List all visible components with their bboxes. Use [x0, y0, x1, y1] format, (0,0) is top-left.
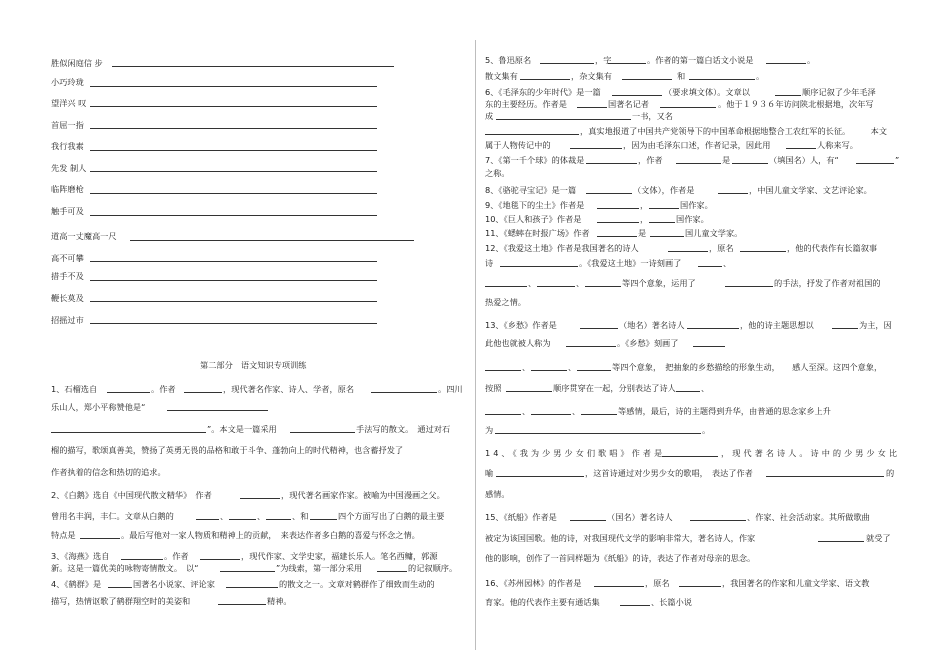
vocab-term: 先发 制人 — [51, 163, 87, 173]
q13-blank[interactable] — [580, 328, 618, 329]
q12-blank[interactable] — [725, 286, 773, 287]
q3-blank[interactable] — [200, 559, 240, 560]
q12-text: 的手法，抒发了作者对祖国的 — [774, 278, 881, 288]
q2-blank[interactable] — [229, 519, 256, 520]
q6-text: 成 — [485, 111, 494, 121]
q11-text: 11、《蟋蟀在时报广场》作者 — [485, 228, 590, 238]
q13-blank[interactable] — [531, 414, 571, 415]
q13-text: 、 — [572, 406, 581, 416]
vocab-term: 首屈一指 — [51, 120, 84, 130]
q12-text: 、 — [576, 278, 585, 288]
q3-blank[interactable] — [220, 571, 275, 572]
q6-text: 人称来写。 — [817, 140, 858, 150]
q13-text: 13、《乡愁》作者是 — [485, 320, 557, 330]
answer-blank[interactable] — [90, 261, 377, 262]
q13-text: 按照 — [485, 383, 502, 393]
q6-text: 顺序记叙了少年毛泽 — [802, 87, 876, 97]
q14-text: 14、《我为少男少女们歌唱》作者是 — [485, 448, 666, 458]
q1-blank[interactable] — [371, 392, 437, 393]
q4-text: 4、《鹤群》是 — [51, 579, 102, 589]
vocab-term: 临阵磨枪 — [51, 184, 84, 194]
q3-text: 3、《海燕》选自 — [51, 551, 110, 561]
q2-text: 2、《白鹅》选自《中国现代散文精华》 作者 — [51, 490, 212, 500]
q7-text: ，作者 — [638, 155, 663, 165]
q1-blank[interactable] — [167, 410, 268, 411]
q6-text: 属于人物传记中的 — [485, 140, 551, 150]
q1-blank[interactable] — [51, 432, 206, 433]
q7-blank[interactable] — [586, 163, 637, 164]
answer-blank[interactable] — [90, 193, 377, 194]
answer-blank[interactable] — [90, 301, 377, 302]
q6-blank[interactable] — [786, 148, 816, 149]
q16-text: ，我国著名的作家和儿童文学家、语文教 — [722, 578, 870, 588]
q12-text: 热爱之情。 — [485, 297, 526, 307]
q6-blank[interactable] — [660, 107, 716, 108]
q15-blank[interactable] — [570, 520, 606, 521]
q5-blank[interactable] — [520, 79, 570, 80]
q13-blank[interactable] — [687, 328, 739, 329]
q4-blank[interactable] — [218, 604, 266, 605]
q12-text: 、 — [723, 258, 732, 268]
q2-blank[interactable] — [196, 519, 219, 520]
vocab-term: 望洋兴 叹 — [51, 98, 87, 108]
q6-text: 国著名记者 — [608, 99, 649, 109]
q14-blank[interactable] — [496, 476, 584, 477]
q13-blank[interactable] — [485, 370, 521, 371]
q13-blank[interactable] — [566, 346, 616, 347]
q2-text: 曾用名丰润，丰仁。文章从白鹅的 — [51, 511, 174, 521]
q4-blank[interactable] — [226, 587, 278, 588]
q4-text: 国著名小说家、评论家 — [133, 579, 215, 589]
q13-blank[interactable] — [495, 433, 701, 434]
q1-text: ”。本文是一篇采用 — [207, 424, 277, 434]
q8-text: 8、《骆驼寻宝记》是一篇 — [485, 185, 577, 195]
q16-text: 育家。他的代表作主要有通话集 — [485, 597, 600, 607]
q12-text: ，他的代表作有长篇叙事 — [787, 243, 878, 253]
q16-blank[interactable] — [594, 586, 644, 587]
q5-text: 散文集有 — [485, 71, 518, 81]
q10-blank[interactable] — [649, 222, 675, 223]
q10-text: 国作家。 — [676, 214, 709, 224]
q13-text: 、 — [522, 406, 531, 416]
answer-blank[interactable] — [90, 106, 377, 107]
q6-text: 。他于１９３６年访问陕北根据地，次年写 — [718, 99, 874, 109]
q14-blank[interactable] — [662, 456, 718, 457]
q12-text: 诗 — [485, 258, 494, 268]
q13-text: 此他也就被人称为 — [485, 338, 551, 348]
q1-blank[interactable] — [107, 392, 150, 393]
vocab-term: 高不可攀 — [51, 253, 84, 263]
q4-text: 描写，热情讴歌了鹤群翔空时的美姿和 — [51, 596, 191, 606]
q12-text: 。《我爱这土地》一诗刻画了 — [579, 258, 682, 268]
q9-text: ， — [640, 200, 649, 210]
q7-text: ” — [895, 155, 900, 165]
q7-text: （填国名）人，有“ — [769, 155, 839, 165]
q10-blank[interactable] — [597, 222, 639, 223]
q13-text: ，他的诗主题思想以 — [740, 320, 814, 330]
q1-text: 手法写的散文。 通过对石 — [356, 424, 451, 434]
q6-text: 东的主要经历。作者是 — [485, 99, 567, 109]
q13-text: 、 — [522, 362, 531, 372]
q3-blank[interactable] — [121, 559, 163, 560]
q5-text: ，字 — [595, 55, 612, 65]
q15-blank[interactable] — [818, 541, 864, 542]
q1-text: 作者执着的信念和热切的追求。 — [51, 467, 166, 477]
q6-text: （要求填文体）。文章以 — [664, 87, 750, 97]
q1-blank[interactable] — [290, 432, 355, 433]
q1-text: 乐山人，郑小平称赞他是“ — [51, 402, 146, 412]
q6-blank[interactable] — [496, 119, 631, 120]
vocab-term: 我行我素 — [51, 141, 84, 151]
q5-blank[interactable] — [540, 63, 594, 64]
answer-blank[interactable] — [90, 215, 377, 216]
q11-text: 国儿童文学家。 — [685, 228, 743, 238]
q15-text: 就受了 — [866, 533, 891, 543]
q8-text: （文体），作者是 — [633, 185, 695, 195]
q5-text: 。 — [756, 71, 765, 81]
q2-blank[interactable] — [310, 519, 337, 520]
q16-blank[interactable] — [620, 605, 650, 606]
column-divider — [475, 40, 476, 650]
q12-blank[interactable] — [500, 266, 578, 267]
q13-blank[interactable] — [581, 414, 617, 415]
q13-blank[interactable] — [676, 391, 700, 392]
q7-text: 是 — [722, 155, 731, 165]
q3-text: ”为线索，第一部分采用 — [276, 563, 363, 573]
q14-text: 喻 — [485, 468, 494, 478]
answer-blank[interactable] — [90, 323, 377, 324]
q13-blank[interactable] — [485, 414, 521, 415]
q13-text: 。 — [702, 425, 711, 435]
q3-text: 新。这是一篇优美的咏物寄情散文。 以“ — [51, 563, 199, 573]
q11-text: 是 — [638, 228, 647, 238]
q10-text: ， — [640, 214, 649, 224]
q14-blank[interactable] — [766, 476, 884, 477]
q3-text: 的记叙顺序。 — [408, 563, 458, 573]
vocab-term: 鞭长莫及 — [51, 293, 84, 303]
q13-blank[interactable] — [832, 328, 858, 329]
q14-text: 感情。 — [485, 489, 510, 499]
q8-blank[interactable] — [718, 193, 748, 194]
q6-text: 6、《毛泽东的少年时代》是一篇 — [485, 87, 601, 97]
q3-text: ，现代作家、文学史家，福建长乐人。笔名西鳙，郭源 — [241, 551, 438, 561]
q7-blank[interactable] — [676, 163, 721, 164]
q10-text: 10、《巨人和孩子》作者是 — [485, 214, 582, 224]
q2-text: ，现代著名画家作家。被喻为中国漫画之父。 — [281, 490, 445, 500]
q7-blank[interactable] — [732, 163, 768, 164]
q11-blank[interactable] — [650, 236, 684, 237]
q1-text: 榴的描写，歌颂真善美，赞扬了英勇无畏的品格和敢于斗争、蓬勃向上的时代精神，也含蓄抒发了 — [51, 445, 404, 455]
q8-blank[interactable] — [586, 193, 632, 194]
q5-text: 和 — [677, 71, 686, 81]
q9-text: 9、《地毯下的尘土》作者是 — [485, 200, 585, 210]
q13-text: 、 — [701, 383, 710, 393]
q12-blank[interactable] — [585, 286, 621, 287]
q13-blank[interactable] — [506, 391, 552, 392]
q6-blank[interactable] — [612, 95, 662, 96]
q2-blank[interactable] — [80, 538, 120, 539]
q5-blank[interactable] — [766, 63, 806, 64]
q16-text: 、长篇小说 — [651, 597, 692, 607]
q6-blank[interactable] — [485, 134, 579, 135]
answer-blank[interactable] — [112, 66, 394, 67]
q3-text: 。作者 — [164, 551, 189, 561]
q2-text: 、 — [220, 511, 229, 521]
q14-text: ，现代著名诗人。诗中的少男少女比 — [721, 448, 901, 458]
q5-text: 5、鲁迅原名 — [485, 55, 532, 65]
answer-blank[interactable] — [130, 240, 414, 241]
q13-text: 等感情，最后，诗的主题得到升华，由普通的思念家乡上升 — [618, 406, 831, 416]
q12-blank[interactable] — [485, 286, 527, 287]
q13-blank[interactable] — [577, 370, 611, 371]
q2-text: 、和 — [292, 511, 309, 521]
q7-text: 7、《第一千个球》的体裁是 — [485, 155, 585, 165]
answer-blank[interactable] — [90, 86, 377, 87]
q13-text: 等四个意象， 把抽象的乡愁描绘的形象生动， 感人至深。这四个意象， — [612, 362, 883, 372]
q6-blank[interactable] — [570, 148, 622, 149]
q5-blank[interactable] — [622, 79, 672, 80]
q16-blank[interactable] — [679, 586, 721, 587]
vocab-term: 触手可及 — [51, 206, 84, 216]
q15-text: 、作家、社会活动家。其所做歌曲 — [747, 512, 870, 522]
q16-text: ，原名 — [645, 578, 670, 588]
q12-blank[interactable] — [740, 251, 786, 252]
q9-blank[interactable] — [649, 208, 679, 209]
q6-text: ，因为由毛泽东口述，作者记录，因此用 — [623, 140, 771, 150]
q9-text: 国作家。 — [680, 200, 713, 210]
q1-text: 1、石榴选自 — [51, 384, 98, 394]
q13-text: （地名）著名诗人 — [619, 320, 685, 330]
q7-blank[interactable] — [856, 163, 894, 164]
q12-blank[interactable] — [698, 266, 722, 267]
q15-text: 15、《纸船》作者是 — [485, 512, 557, 522]
q1-text: 。作者 — [151, 384, 176, 394]
q2-text: 。最后写他对一家人物质和精神上的贡献， 来表达作者多白鹅的喜爱与怀念之情。 — [121, 530, 420, 540]
q12-text: 12、《我爱这土地》作者是我国著名的诗人 — [485, 243, 639, 253]
q13-text: 。《乡愁》刻画了 — [617, 338, 679, 348]
q12-blank[interactable] — [537, 286, 575, 287]
q16-text: 16、《苏州园林》的作者是 — [485, 578, 582, 588]
q4-text: 精神。 — [267, 596, 292, 606]
q13-text: 、 — [568, 362, 577, 372]
q15-text: （国名）著名诗人 — [607, 512, 673, 522]
q14-text: ，这首诗通过对少男少女的歌唱， 表达了作者 — [585, 468, 753, 478]
q8-text: ，中国儿童文学家、文艺评论家。 — [749, 185, 872, 195]
q2-blank[interactable] — [266, 519, 291, 520]
vocab-term: 措手不及 — [51, 271, 84, 281]
vocab-term: 道高一丈魔高一尺 — [51, 231, 117, 241]
q5-blank[interactable] — [608, 63, 646, 64]
q5-text: 。 — [807, 55, 816, 65]
q15-text: 他的影响，创作了一首同样题为《纸船》的诗，表达了作者对母亲的思念。 — [485, 553, 756, 563]
q11-blank[interactable] — [597, 236, 637, 237]
q2-text: 、 — [257, 511, 266, 521]
q13-text: 为主，因 — [859, 320, 892, 330]
q6-text: 一书，又名 — [632, 111, 673, 121]
q12-text: ，原名 — [709, 243, 734, 253]
q4-text: 的散文之一。文章对鹤群作了细致而生动的 — [279, 579, 435, 589]
q6-blank[interactable] — [775, 95, 801, 96]
q1-text: 。四川 — [438, 384, 463, 394]
q4-blank[interactable] — [108, 587, 132, 588]
q1-text: ，现代著名作家、诗人、学者，原名 — [223, 384, 355, 394]
q13-blank[interactable] — [531, 370, 567, 371]
answer-blank[interactable] — [90, 171, 377, 172]
q15-text: 被定为该国国歌。他的诗，对我国现代文学的影响非常大，著名诗人，作家 — [485, 533, 756, 543]
q6-text: ，真实地报道了中国共产党领导下的中国革命根据地整合工农红军的长征。 本文 — [580, 126, 888, 136]
q12-blank[interactable] — [668, 251, 708, 252]
q2-text: 特点是 — [51, 530, 76, 540]
q13-text: 为 — [485, 425, 494, 435]
q6-blank[interactable] — [577, 107, 607, 108]
q3-blank[interactable] — [377, 571, 407, 572]
q7-text: 之称。 — [485, 168, 510, 178]
q2-blank[interactable] — [240, 498, 280, 499]
q13-text: 顺序贯穿在一起，分别表达了诗人 — [553, 383, 676, 393]
q2-text: 四个方面写出了白鹅的最主要 — [338, 511, 445, 521]
q14-text: 的 — [886, 468, 895, 478]
answer-blank[interactable] — [90, 280, 377, 281]
q5-text: ，杂文集有 — [571, 71, 612, 81]
q12-text: 等四个意象，运用了 — [622, 278, 696, 288]
section-title: 第二部分 语文知识专项训练 — [200, 360, 307, 370]
q12-text: 、 — [528, 278, 537, 288]
answer-blank[interactable] — [90, 150, 377, 151]
q9-blank[interactable] — [597, 208, 639, 209]
vocab-term: 胜似闲庭信 步 — [51, 58, 103, 68]
vocab-term: 小巧玲珑 — [51, 77, 84, 87]
answer-blank[interactable] — [90, 128, 377, 129]
q1-blank[interactable] — [184, 392, 222, 393]
q15-blank[interactable] — [690, 520, 746, 521]
q13-blank[interactable] — [693, 346, 725, 347]
q5-text: 。作者的第一篇白话文小说是 — [647, 55, 754, 65]
vocab-term: 招摇过市 — [51, 315, 84, 325]
q5-blank[interactable] — [689, 79, 755, 80]
